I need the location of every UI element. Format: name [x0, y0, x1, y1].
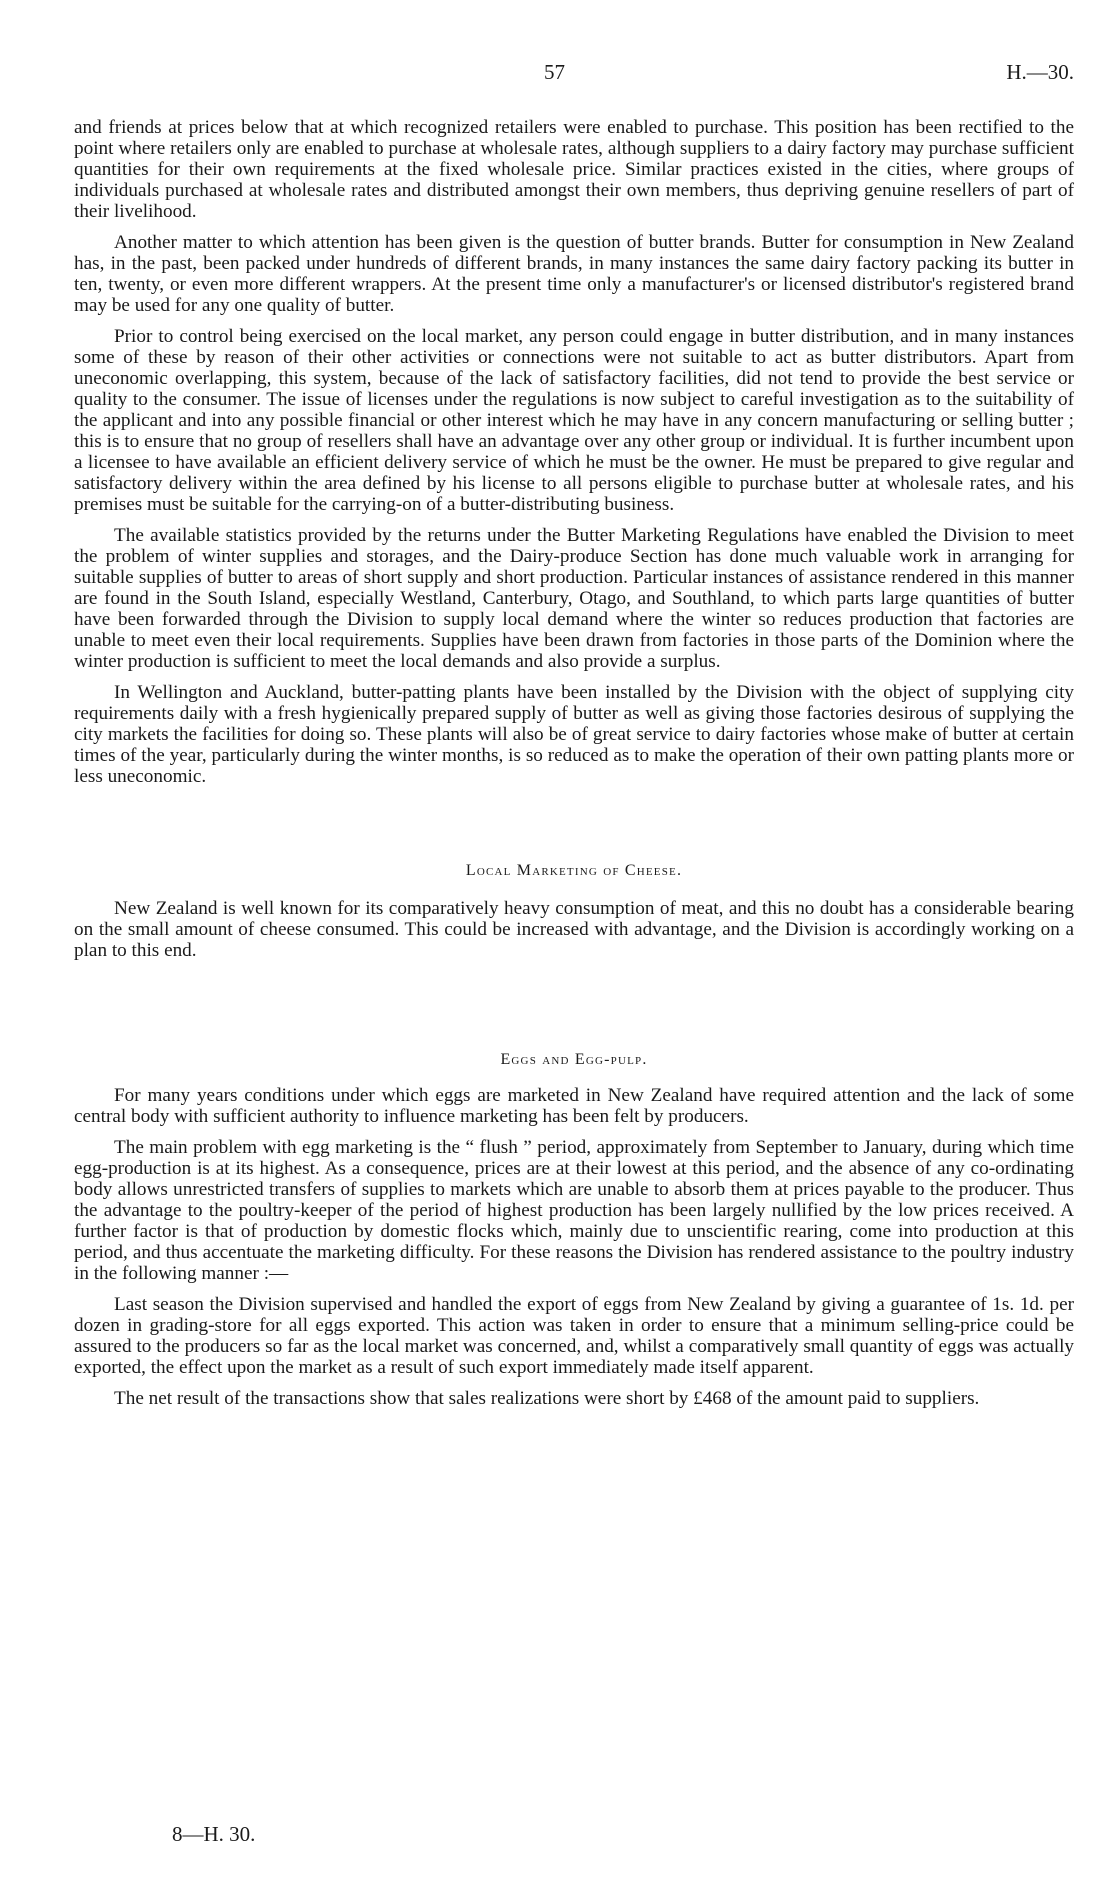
section-heading-cheese: Local Marketing of Cheese.	[465, 862, 683, 879]
heading-spacer	[74, 881, 1074, 898]
page-number: 57	[544, 60, 565, 84]
section-heading-eggs: Eggs and Egg-pulp.	[500, 1051, 648, 1068]
paragraph-cheese: New Zealand is well known for its comparatively heavy consumption of meat, and this no doubt has a considerable bearing on the small amount of cheese consumed. This could be increased with advantage, and the Division is accordingly working on a plan to this end.	[74, 898, 1074, 961]
section-spacer	[74, 961, 1074, 1049]
heading-spacer	[74, 1070, 1074, 1085]
paragraph-flush-period: The main problem with egg marketing is the “ flush ” period, approximately from September to January, during which time egg-production is at its highest. As a consequence, prices are at their lowest at this period, and the absence of any co-ordinating body allows unrestricted transfers of supplies to markets which are unable to absorb them at prices payable to the producer. Thus the advantage to the poultry-keeper of the period of highest production has been largely nullified by the low prices received. A further factor is that of production by domestic flocks which, mainly due to unscientific rearing, come into production at this period, and thus accentuate the marketing difficulty. For these reasons the Division has rendered assistance to the poultry industry in the following manner :—	[74, 1137, 1074, 1284]
paragraph-net-result: The net result of the transactions show that sales realizations were short by £468 of the amount paid to suppliers.	[114, 1388, 980, 1409]
page-header	[74, 60, 1074, 90]
paragraph-export-guarantee: Last season the Division supervised and handled the export of eggs from New Zealand by giving a guarantee of 1s. 1d. per dozen in grading-store for all eggs exported. This action was taken in order to ensure that a minimum selling-price could be assured to the producers so far as the local market was concerned, and, whilst a comparatively small quantity of eggs was actually exported, the effect upon the market as a result of such export immediately made itself apparent.	[74, 1294, 1074, 1378]
document-reference: H.—30.	[1006, 60, 1074, 84]
page-footer-signature: 8—H. 30.	[172, 1822, 256, 1846]
body-text	[74, 117, 1074, 1419]
paragraph-eggs-intro: For many years conditions under which eggs are marketed in New Zealand have required attention and the lack of some central body with sufficient authority to influence marketing has been felt by producers.	[74, 1085, 1074, 1127]
paragraph-butter-patting: In Wellington and Auckland, butter-patting plants have been installed by the Division with the object of supplying city requirements daily with a fresh hygienically prepared supply of butter as well as giving those factories desirous of supplying the city markets the facilities for doing so. These plants will also be of great service to dairy factories whose make of butter at certain times of the year, particularly during the winter months, is so reduced as to make the operation of their own patting plants more or less uneconomic.	[74, 682, 1074, 787]
document-page	[74, 0, 1074, 1899]
paragraph-butter-brands: Another matter to which attention has been given is the question of butter brands. Butter for consumption in New Zealand has, in the past, been packed under hundreds of different brands, in many instances the same dairy factory packing its butter in ten, twenty, or even more different wrappers. At the present time only a manufacturer's or licensed distributor's registered brand may be used for any one quality of butter.	[74, 232, 1074, 316]
section-spacer	[74, 787, 1074, 860]
paragraph-continued: and friends at prices below that at which recognized retailers were enabled to purchase. This position has been rectified to the point where retailers only are enabled to purchase at wholesale rates, although suppliers to a dairy factory may purchase sufficient quantities for their own requirements at the fixed wholesale price. Similar practices existed in the cities, where groups of individuals purchased at wholesale rates and distributed amongst their own members, thus depriving genuine resellers of part of their livelihood.	[74, 117, 1074, 222]
paragraph-winter-supplies: The available statistics provided by the returns under the Butter Marketing Regulations have enabled the Division to meet the problem of winter supplies and storages, and the Dairy-produce Section has done much valuable work in arranging for suitable supplies of butter to areas of short supply and short production. Particular instances of assistance rendered in this manner are found in the South Island, especially Westland, Canterbury, Otago, and Southland, to which parts large quantities of butter have been forwarded through the Division to supply local demand where the winter so reduces production that factories are unable to meet even their local requirements. Supplies have been drawn from factories in those parts of the Dominion where the winter production is sufficient to meet the local demands and also provide a surplus.	[74, 525, 1074, 672]
paragraph-licensing: Prior to control being exercised on the local market, any person could engage in butter distribution, and in many instances some of these by reason of their other activities or connections were not suitable to act as butter distributors. Apart from uneconomic overlapping, this system, because of the lack of satisfactory facilities, did not tend to provide the best service or quality to the consumer. The issue of licenses under the regulations is now subject to careful investigation as to the suitability of the applicant and into any possible financial or other interest which he may have in any concern manufacturing or selling butter ; this is to ensure that no group of resellers shall have an advantage over any other group or individual. It is further incumbent upon a licensee to have available an efficient delivery service of which he must be the owner. He must be prepared to give regular and satisfactory delivery within the area defined by his license to all persons eligible to purchase butter at wholesale rates, and his premises must be suitable for the carrying-on of a butter-distributing business.	[74, 326, 1074, 515]
